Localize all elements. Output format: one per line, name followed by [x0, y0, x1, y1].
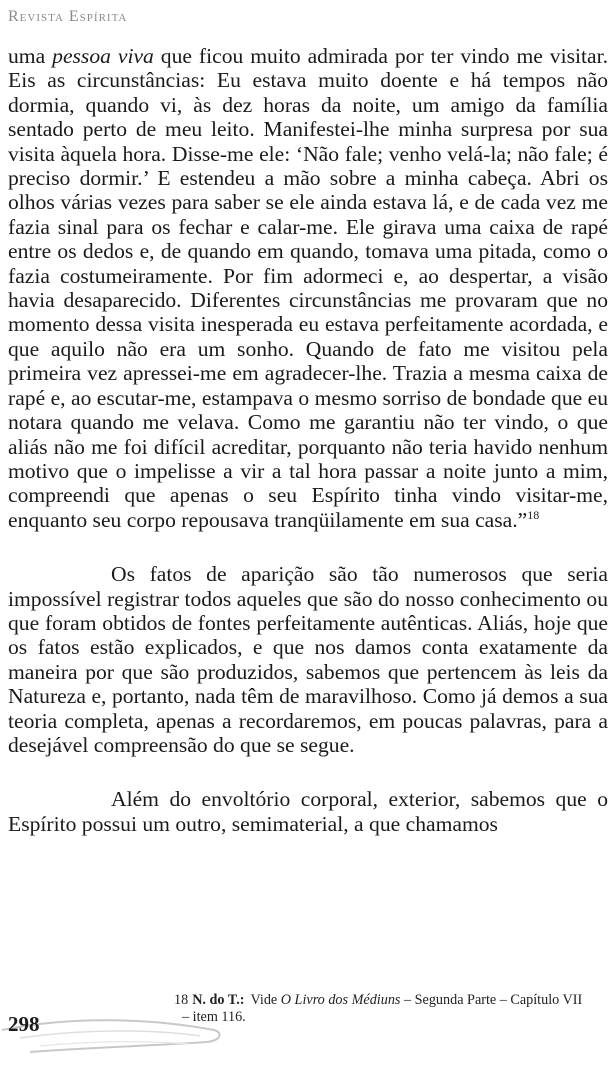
paragraph-1-text-start: uma: [8, 44, 53, 68]
paragraph-1: [8, 44, 608, 532]
footnote-label: N. do T.:: [192, 992, 245, 1008]
footnote-line-2: – item 116.: [182, 1009, 246, 1025]
footnote-text-start: Vide: [250, 992, 281, 1008]
footnote-line-1: [174, 992, 614, 1009]
paragraph-1-italic-phrase: pessoa viva: [52, 44, 154, 68]
footnote-number: 18: [174, 992, 189, 1008]
page-number: 298: [8, 1012, 40, 1036]
running-title: Revista Espírita: [8, 8, 128, 25]
footnote-text-end: – Segunda Parte – Capítulo VII: [400, 992, 583, 1008]
paragraph-1-text-end: que ficou muito admirada por ter vindo me visitar. Eis as circunstâncias: Eu estava muito doente e há tempos não dormia, quando vi, às dez horas da noite, um amigo da família sentado perto de meu leito. Manifestei-lhe minha surpresa por sua visita àquela hora. Disse-me ele: ‘Não fale; venho velá-la; não fale; é preciso dormir.’ E estendeu a mão sobre a minha cabeça. Abri os olhos várias vezes para saber se ele ainda estava lá, e de cada vez me fazia sinal para os fechar e calar-me. Ele girava uma caixa de rapé entre os dedos e, de quando em quando, tomava uma pitada, como o fazia costumeiramente. Por fim adormeci e, ao despertar, a visão havia desaparecido. Diferentes circunstâncias me provaram que no momento dessa visita inesperada eu estava perfeitamente acordada, e que aquilo não era um sonho. Quando de fato me visitou pela primeira vez apressei-me em agradecer-lhe. Trazia a mesma caixa de rapé e, ao escutar-me, estampava o mesmo sorriso de bondade que eu notara quando me velava. Como me garantiu não ter vindo, o que aliás não me foi difícil acreditar, porquanto não teria havido nenhum motivo que o impelisse a vir a tal hora passar a noite junto a mim, compreendi que apenas o seu Espírito tinha vindo visitar-me, enquanto seu corpo repousava tranqüilamente em sua casa.”: [8, 44, 608, 532]
footnote-book-title: O Livro dos Médiuns: [280, 992, 401, 1008]
footnote: [174, 992, 614, 1026]
footnote-reference[interactable]: 18: [527, 507, 540, 522]
paragraph-3: Além do envoltório corporal, exterior, sabemos que o Espírito possui um outro, semimaterial, a que chamamos: [8, 787, 608, 836]
paragraph-2: Os fatos de aparição são tão numerosos que seria impossível registrar todos aqueles que são do nosso conhecimento ou que foram obtidos de fontes perfeitamente autênticas. Aliás, hoje que os fatos estão explicados, e que nos damos conta exatamente da maneira por que são produzidos, sabemos que pertencem às leis da Natureza e, portanto, nada têm de maravilhoso. Como já demos a sua teoria completa, apenas a recordaremos, em poucas palavras, para a desejável compreensão do que se segue.: [8, 562, 608, 757]
body-text: [8, 44, 608, 836]
